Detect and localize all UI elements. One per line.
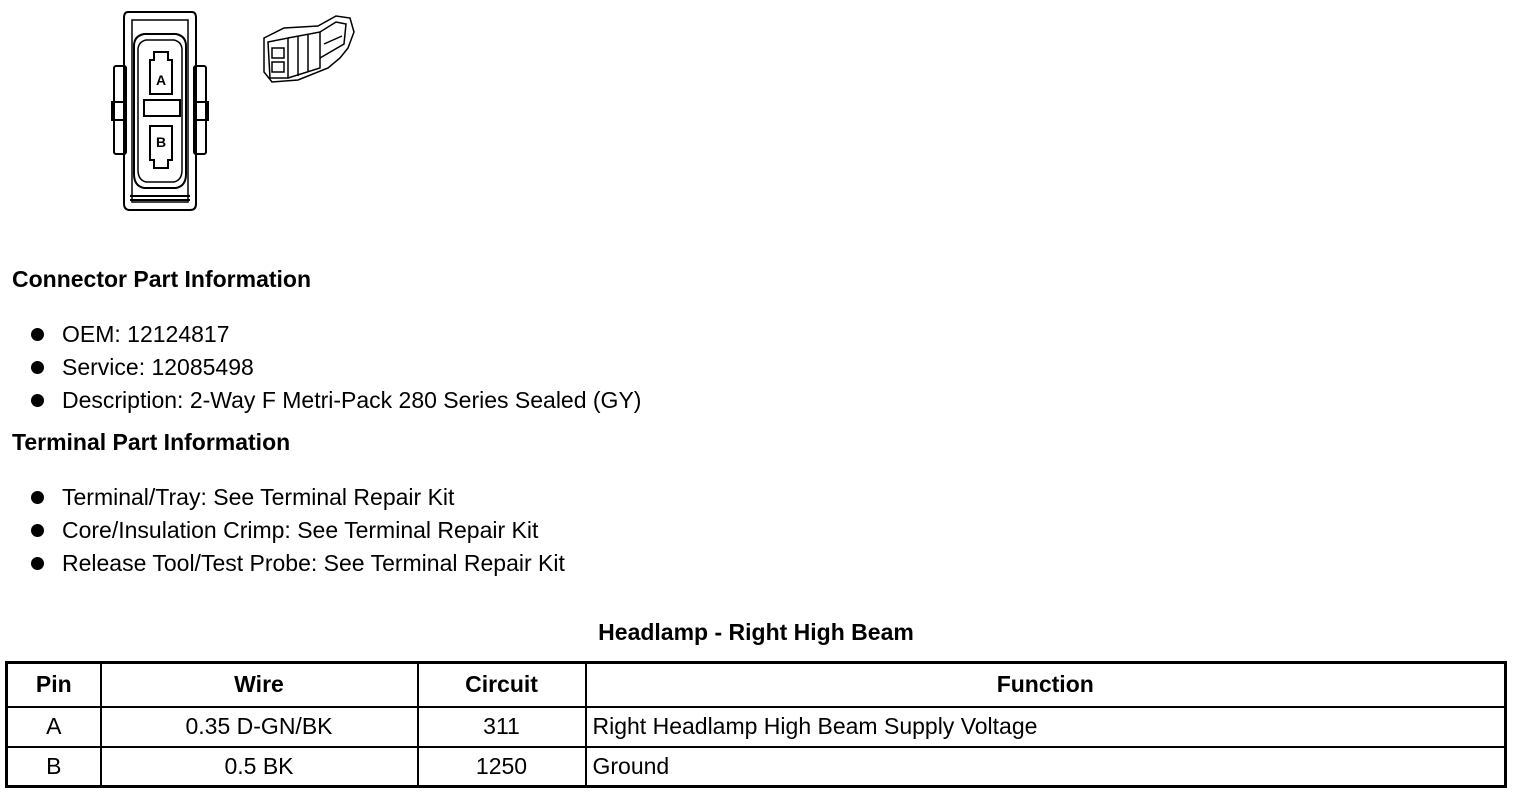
list-item [28,547,565,580]
cell-wire: 0.35 D-GN/BK [101,707,418,747]
cavity-b-label: B [155,134,167,150]
bullet-icon [31,491,44,504]
header-function: Function [586,663,1506,707]
connector-part-info-heading: Connector Part Information [12,266,312,292]
cell-wire: 0.5 BK [101,747,418,787]
list-item-text: Service: 12085498 [62,354,254,380]
bullet-icon [31,394,44,407]
connector-side-diagram [258,8,358,88]
list-item [28,318,641,351]
header-pin: Pin [7,663,101,707]
header-wire: Wire [101,663,418,707]
table-header-row [7,663,1506,707]
table-row [7,707,1506,747]
list-item [28,514,565,547]
list-item [28,351,641,384]
terminal-part-info-list [28,481,565,580]
bullet-icon [31,524,44,537]
list-item [28,384,641,417]
connector-face-diagram [100,6,220,216]
cell-pin: B [7,747,101,787]
bullet-icon [31,361,44,374]
terminal-part-info-heading: Terminal Part Information [12,429,291,455]
list-item-text: Release Tool/Test Probe: See Terminal Repair Kit [62,550,565,576]
pin-table [5,661,1507,788]
table-row [7,747,1506,787]
bullet-icon [31,557,44,570]
bullet-icon [31,328,44,341]
cell-circuit: 1250 [418,747,586,787]
list-item-text: Terminal/Tray: See Terminal Repair Kit [62,484,455,510]
list-item-text: Core/Insulation Crimp: See Terminal Repair Kit [62,517,539,543]
cell-pin: A [7,707,101,747]
connector-part-info-list [28,318,641,417]
cell-function: Ground [586,747,1506,787]
cell-circuit: 311 [418,707,586,747]
cell-function: Right Headlamp High Beam Supply Voltage [586,707,1506,747]
list-item-text: Description: 2-Way F Metri-Pack 280 Series Sealed (GY) [62,387,642,413]
cavity-a-label: A [155,72,167,88]
pin-table-title: Headlamp - Right High Beam [598,619,914,645]
list-item-text: OEM: 12124817 [62,321,230,347]
list-item [28,481,565,514]
header-circuit: Circuit [418,663,586,707]
